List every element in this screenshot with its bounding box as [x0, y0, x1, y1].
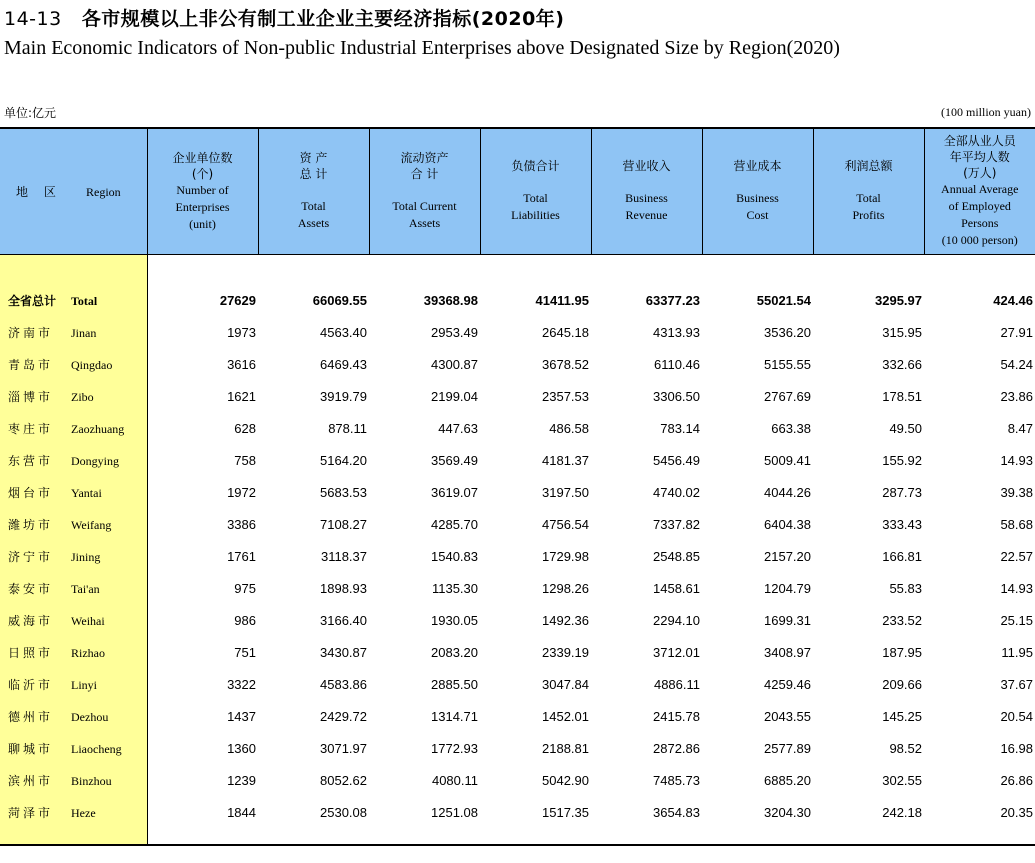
column-header [147, 128, 258, 254]
value-cell: 27629 [219, 293, 256, 308]
table-row [0, 477, 1035, 509]
value-cell: 3306.50 [653, 389, 700, 404]
region-cell [0, 509, 147, 541]
empty-cell [369, 254, 480, 285]
table-row [0, 733, 1035, 765]
value-cell: 2885.50 [431, 677, 478, 692]
value-cell: 2577.89 [764, 741, 811, 756]
table-row [0, 381, 1035, 413]
value-cell: 26.86 [1000, 773, 1033, 788]
spacer-row [0, 254, 1035, 285]
region-cell [0, 285, 147, 317]
value-cell: 4740.02 [653, 485, 700, 500]
table-row [0, 509, 1035, 541]
column-header-cn: 全部从业人员 年平均人数 (万人) [943, 134, 1016, 181]
value-cell: 332.66 [882, 357, 922, 372]
column-header-cn: 营业收入 [622, 159, 671, 174]
region-cell [0, 445, 147, 477]
region-cell [0, 701, 147, 733]
region-name-en: Weihai [71, 614, 105, 628]
value-cell: 20.35 [1000, 805, 1033, 820]
region-cell [0, 254, 147, 285]
region-cell [0, 637, 147, 669]
value-cell: 1452.01 [542, 709, 589, 724]
table-row [0, 765, 1035, 797]
value-cell: 4181.37 [542, 453, 589, 468]
empty-cell [369, 829, 480, 845]
value-cell: 6885.20 [764, 773, 811, 788]
table-row [0, 605, 1035, 637]
total-row [0, 285, 1035, 317]
value-cell: 5042.90 [542, 773, 589, 788]
value-cell: 1298.26 [542, 581, 589, 596]
page-title-en: Main Economic Indicators of Non-public Industrial Enterprises above Designated Size by Region(2020) [4, 37, 840, 59]
value-cell: 55.83 [889, 581, 922, 596]
region-name-en: Jinan [71, 326, 97, 340]
value-cell: 1204.79 [764, 581, 811, 596]
value-cell: 2357.53 [542, 389, 589, 404]
value-cell: 3616 [227, 357, 256, 372]
region-cell [0, 573, 147, 605]
value-cell: 37.67 [1000, 677, 1033, 692]
value-cell: 3569.49 [431, 453, 478, 468]
value-cell: 3619.07 [431, 485, 478, 500]
column-header-en: Number of Enterprises (unit) [175, 182, 230, 231]
value-cell: 424.46 [993, 293, 1033, 308]
empty-cell [924, 829, 1035, 845]
table-row [0, 413, 1035, 445]
unit-label-en: (100 million yuan) [941, 105, 1031, 119]
value-cell: 1621 [227, 389, 256, 404]
region-name-en: Tai'an [71, 582, 100, 596]
value-cell: 166.81 [882, 549, 922, 564]
table-row [0, 349, 1035, 381]
value-cell: 878.11 [328, 421, 367, 436]
value-cell: 187.95 [882, 645, 922, 660]
column-header [591, 128, 702, 254]
value-cell: 233.52 [882, 613, 922, 628]
value-cell: 1360 [227, 741, 256, 756]
value-cell: 1972 [227, 485, 256, 500]
value-cell: 2429.72 [320, 709, 367, 724]
value-cell: 1973 [227, 325, 256, 340]
empty-cell [813, 829, 924, 845]
value-cell: 55021.54 [756, 293, 811, 308]
value-cell: 3408.97 [764, 645, 811, 660]
column-header-cn: 企业单位数 (个) [172, 150, 233, 181]
value-cell: 4044.26 [764, 485, 811, 500]
value-cell: 25.15 [1000, 613, 1033, 628]
value-cell: 3295.97 [875, 293, 922, 308]
value-cell: 1251.08 [431, 805, 478, 820]
value-cell: 1135.30 [431, 581, 478, 596]
indicators-table [0, 127, 1035, 846]
region-name-cn: 德州市 [8, 710, 54, 724]
value-cell: 178.51 [882, 389, 922, 404]
value-cell: 287.73 [882, 485, 922, 500]
column-header [369, 128, 480, 254]
region-cell [0, 733, 147, 765]
region-name-en: Weifang [71, 518, 112, 532]
region-cell [0, 605, 147, 637]
value-cell: 447.63 [438, 421, 478, 436]
value-cell: 6404.38 [764, 517, 811, 532]
value-cell: 22.57 [1000, 549, 1033, 564]
region-name-cn: 日照市 [8, 646, 54, 660]
value-cell: 3536.20 [764, 325, 811, 340]
value-cell: 1437 [227, 709, 256, 724]
region-cell [0, 349, 147, 381]
region-name-cn: 青岛市 [8, 358, 54, 372]
value-cell: 1930.05 [431, 613, 478, 628]
column-header-cn: 资 产 总 计 [299, 151, 328, 182]
empty-cell [258, 254, 369, 285]
column-header-en: Annual Average of Employed Persons (10 000 person) [941, 182, 1019, 248]
column-header-en: Business Cost [736, 191, 779, 223]
value-cell: 4080.11 [431, 773, 478, 788]
value-cell: 4313.93 [653, 325, 700, 340]
region-name-cn: 滨州市 [8, 774, 54, 788]
empty-cell [813, 254, 924, 285]
value-cell: 7337.82 [653, 517, 700, 532]
column-header-cn: 营业成本 [733, 159, 782, 174]
value-cell: 4583.86 [320, 677, 367, 692]
value-cell: 2157.20 [764, 549, 811, 564]
title-cn-text: 各市规模以上非公有制工业企业主要经济指标(2020年) [81, 8, 565, 30]
table-row [0, 541, 1035, 573]
value-cell: 4300.87 [431, 357, 478, 372]
region-name-en: Dongying [71, 454, 119, 468]
value-cell: 4886.11 [653, 677, 700, 692]
region-name-en: Yantai [71, 486, 102, 500]
value-cell: 4563.40 [320, 325, 367, 340]
region-cell [0, 413, 147, 445]
value-cell: 1540.83 [431, 549, 478, 564]
value-cell: 975 [234, 581, 256, 596]
value-cell: 11.95 [1001, 645, 1033, 660]
unit-label-cn: 单位:亿元 [4, 106, 57, 120]
value-cell: 2199.04 [431, 389, 478, 404]
table-row [0, 669, 1035, 701]
value-cell: 2415.78 [653, 709, 700, 724]
region-name-en: Binzhou [71, 774, 112, 788]
region-cell [0, 477, 147, 509]
value-cell: 3071.97 [320, 741, 367, 756]
value-cell: 2767.69 [764, 389, 811, 404]
empty-cell [591, 829, 702, 845]
value-cell: 7108.27 [320, 517, 367, 532]
table-header-row [0, 128, 1035, 254]
region-name-cn: 菏泽市 [8, 806, 54, 820]
value-cell: 3166.40 [320, 613, 367, 628]
value-cell: 16.98 [1000, 741, 1033, 756]
table-row [0, 445, 1035, 477]
value-cell: 1729.98 [542, 549, 589, 564]
value-cell: 2530.08 [320, 805, 367, 820]
region-name-cn: 全省总计 [8, 294, 57, 308]
value-cell: 3919.79 [320, 389, 367, 404]
value-cell: 3047.84 [542, 677, 589, 692]
page-title-cn [4, 4, 564, 31]
value-cell: 20.54 [1000, 709, 1033, 724]
value-cell: 6469.43 [320, 357, 367, 372]
region-name-cn: 聊城市 [8, 742, 54, 756]
region-name-en: Zaozhuang [71, 422, 125, 436]
value-cell: 4259.46 [764, 677, 811, 692]
value-cell: 98.52 [889, 741, 922, 756]
value-cell: 1314.71 [431, 709, 478, 724]
region-name-cn: 威海市 [8, 614, 54, 628]
value-cell: 302.55 [882, 773, 922, 788]
value-cell: 5009.41 [764, 453, 811, 468]
value-cell: 6110.46 [653, 357, 700, 372]
value-cell: 2339.19 [542, 645, 589, 660]
empty-cell [702, 254, 813, 285]
column-header-en: Total Liabilities [511, 191, 560, 223]
value-cell: 3386 [227, 517, 256, 532]
region-name-en: Total [71, 294, 98, 308]
value-cell: 8052.62 [320, 773, 367, 788]
region-cell [0, 797, 147, 829]
empty-cell [480, 254, 591, 285]
region-name-cn: 烟台市 [8, 486, 54, 500]
empty-cell [480, 829, 591, 845]
value-cell: 986 [234, 613, 256, 628]
column-header-en: Total Current Assets [392, 199, 457, 231]
value-cell: 1844 [227, 805, 256, 820]
region-name-en: Liaocheng [71, 742, 122, 756]
column-header [480, 128, 591, 254]
table-row [0, 317, 1035, 349]
value-cell: 58.68 [1000, 517, 1033, 532]
value-cell: 3322 [227, 677, 256, 692]
value-cell: 4756.54 [542, 517, 589, 532]
table-row [0, 797, 1035, 829]
table-number: 14-13 [4, 8, 62, 30]
value-cell: 1772.93 [431, 741, 478, 756]
region-name-cn: 济南市 [8, 326, 54, 340]
table-row [0, 701, 1035, 733]
value-cell: 486.58 [549, 421, 589, 436]
value-cell: 8.47 [1007, 421, 1033, 436]
column-header-en: Business Revenue [625, 191, 668, 223]
column-header [258, 128, 369, 254]
region-header-cn: 地 区 [16, 184, 62, 199]
column-header [813, 128, 924, 254]
column-header-en: Total Profits [852, 191, 885, 223]
value-cell: 66069.55 [312, 293, 367, 308]
region-name-en: Dezhou [71, 710, 109, 724]
value-cell: 155.92 [882, 453, 922, 468]
value-cell: 3712.01 [653, 645, 700, 660]
column-header-cn: 利润总额 [844, 159, 893, 174]
value-cell: 2294.10 [653, 613, 700, 628]
value-cell: 5164.20 [320, 453, 367, 468]
value-cell: 14.93 [1000, 453, 1033, 468]
region-name-cn: 枣庄市 [8, 422, 54, 436]
value-cell: 242.18 [882, 805, 922, 820]
value-cell: 2043.55 [764, 709, 811, 724]
empty-cell [591, 254, 702, 285]
region-cell [0, 317, 147, 349]
value-cell: 2953.49 [431, 325, 478, 340]
value-cell: 63377.23 [645, 293, 700, 308]
region-name-cn: 东营市 [8, 454, 54, 468]
table-body [0, 254, 1035, 845]
column-header [702, 128, 813, 254]
value-cell: 145.25 [882, 709, 922, 724]
region-name-en: Rizhao [71, 646, 105, 660]
region-cell [0, 829, 147, 845]
value-cell: 783.14 [660, 421, 700, 436]
table-row [0, 573, 1035, 605]
empty-cell [147, 254, 258, 285]
value-cell: 3678.52 [542, 357, 589, 372]
value-cell: 663.38 [771, 421, 811, 436]
region-name-cn: 济宁市 [8, 550, 54, 564]
region-name-cn: 泰安市 [8, 582, 54, 596]
value-cell: 2872.86 [653, 741, 700, 756]
empty-cell [147, 829, 258, 845]
value-cell: 758 [234, 453, 256, 468]
value-cell: 2645.18 [542, 325, 589, 340]
value-cell: 628 [234, 421, 256, 436]
value-cell: 2548.85 [653, 549, 700, 564]
region-name-en: Zibo [71, 390, 94, 404]
region-cell [0, 765, 147, 797]
value-cell: 3430.87 [320, 645, 367, 660]
value-cell: 23.86 [1000, 389, 1033, 404]
region-cell [0, 381, 147, 413]
column-header-cn: 流动资产 合 计 [400, 151, 449, 182]
value-cell: 1517.35 [542, 805, 589, 820]
value-cell: 315.95 [882, 325, 922, 340]
region-name-cn: 淄博市 [8, 390, 54, 404]
value-cell: 3197.50 [542, 485, 589, 500]
column-header [924, 128, 1035, 254]
value-cell: 41411.95 [535, 293, 589, 308]
value-cell: 3118.37 [320, 549, 367, 564]
region-name-en: Qingdao [71, 358, 113, 372]
value-cell: 5683.53 [320, 485, 367, 500]
table-bottom-row [0, 829, 1035, 845]
value-cell: 39.38 [1000, 485, 1033, 500]
region-name-cn: 临沂市 [8, 678, 54, 692]
value-cell: 333.43 [882, 517, 922, 532]
value-cell: 54.24 [1000, 357, 1033, 372]
value-cell: 5155.55 [764, 357, 811, 372]
region-column-header [0, 128, 147, 254]
column-header-en: Total Assets [297, 199, 330, 231]
empty-cell [258, 829, 369, 845]
value-cell: 4285.70 [431, 517, 478, 532]
value-cell: 14.93 [1000, 581, 1033, 596]
value-cell: 1239 [227, 773, 256, 788]
value-cell: 209.66 [882, 677, 922, 692]
value-cell: 1492.36 [542, 613, 589, 628]
value-cell: 2083.20 [431, 645, 478, 660]
value-cell: 751 [234, 645, 256, 660]
value-cell: 1761 [227, 549, 256, 564]
table-row [0, 637, 1035, 669]
value-cell: 3654.83 [653, 805, 700, 820]
value-cell: 3204.30 [764, 805, 811, 820]
region-name-cn: 潍坊市 [8, 518, 54, 532]
empty-cell [924, 254, 1035, 285]
region-name-en: Heze [71, 806, 96, 820]
region-name-en: Linyi [71, 678, 97, 692]
value-cell: 7485.73 [653, 773, 700, 788]
value-cell: 2188.81 [542, 741, 589, 756]
empty-cell [702, 829, 813, 845]
value-cell: 49.50 [889, 421, 922, 436]
value-cell: 5456.49 [653, 453, 700, 468]
value-cell: 1458.61 [653, 581, 700, 596]
column-header-cn: 负债合计 [511, 159, 560, 174]
region-cell [0, 669, 147, 701]
value-cell: 1699.31 [764, 613, 811, 628]
value-cell: 39368.98 [423, 293, 478, 308]
value-cell: 1898.93 [320, 581, 367, 596]
region-header-en: Region [86, 184, 121, 199]
value-cell: 27.91 [1000, 325, 1033, 340]
region-name-en: Jining [71, 550, 101, 564]
region-cell [0, 541, 147, 573]
